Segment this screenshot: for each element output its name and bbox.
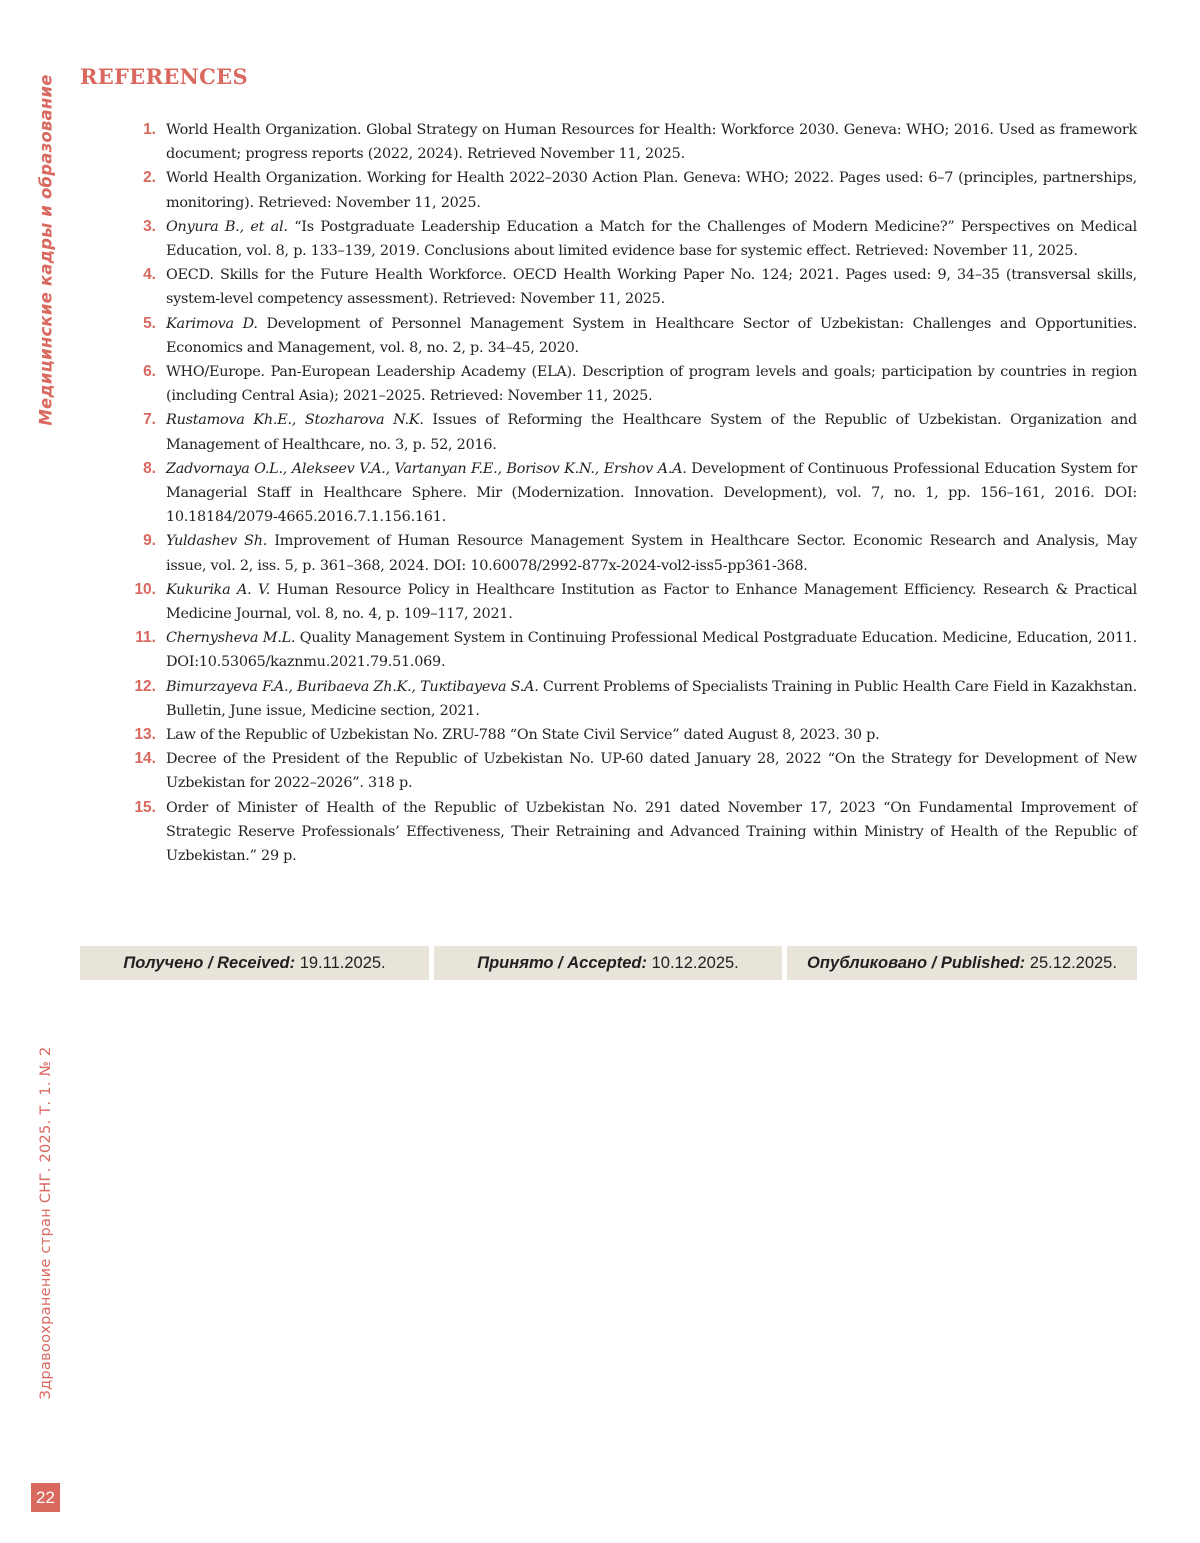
reference-authors: Chernysheva M.L. [166, 630, 296, 647]
reference-number: 13. [134, 726, 156, 744]
reference-item [80, 723, 1137, 747]
reference-item [80, 408, 1137, 456]
reference-text: WHO/Europe. Pan-European Leadership Academy (ELA). Description of program levels and goals; participation by countries in region (including Central Asia); 2021–2025. Retrieved: November 11, 2025. [166, 364, 1137, 405]
references-list [80, 118, 1137, 868]
received-date [80, 946, 429, 980]
reference-item [80, 529, 1137, 577]
reference-number: 10. [134, 580, 156, 598]
publication-dates [80, 946, 1137, 980]
reference-number: 12. [134, 677, 156, 695]
running-section-title: Медицинские кадры и образование [36, 74, 56, 426]
reference-text: Decree of the President of the Republic of Uzbekistan No. UP-60 dated January 28, 2022 “On the Strategy for Development of New Uzbekistan for 2022–2026”. 318 p. [166, 751, 1137, 792]
references-heading: REFERENCES [80, 64, 248, 89]
accepted-date [434, 946, 782, 980]
reference-item [80, 166, 1137, 214]
reference-text: Human Resource Policy in Healthcare Institution as Factor to Enhance Management Efficiency. Research & Practical Medicine Journal, vol. 8, no. 4, p. 109–117, 2021. [166, 581, 1137, 623]
reference-text: Law of the Republic of Uzbekistan No. ZRU-788 “On State Civil Service” dated August 8, 2023. 30 p. [166, 727, 880, 744]
reference-number: 4. [143, 266, 156, 284]
reference-number: 7. [143, 411, 156, 429]
reference-item [80, 578, 1137, 626]
reference-item [80, 215, 1137, 263]
reference-number: 3. [143, 217, 156, 235]
reference-number: 15. [134, 798, 156, 816]
reference-item [80, 626, 1137, 674]
published-date [787, 946, 1137, 980]
reference-text: World Health Organization. Global Strategy on Human Resources for Health: Workforce 2030. Geneva: WHO; 2016. Used as framework document; progress reports (2022, 2024). Retrieved November 11, 2025. [166, 122, 1137, 163]
reference-text: Development of Continuous Professional Education System for Managerial Staff in Healthcare Sphere. Mir (Modernization. Innovation. Development), vol. 7, no. 1, pp. 156–161, 2016. DOI: 10.18184/2079-4665.2016.7.1.156.161. [166, 460, 1137, 526]
reference-authors: Kukurika A. V. [166, 581, 270, 598]
reference-text: Quality Management System in Continuing Professional Medical Postgraduate Education. Medicine, Education, 2011. DOI:10.53065/kaznmu.2021.79.51.069. [166, 630, 1138, 671]
published-label: Опубликовано / Published: [807, 954, 1026, 972]
reference-number: 9. [143, 532, 156, 550]
reference-item [80, 360, 1137, 408]
reference-item [80, 263, 1137, 311]
page-number: 22 [31, 1483, 60, 1512]
reference-text: Current Problems of Specialists Training in Public Health Care Field in Kazakhstan. Bulletin, June issue, Medicine section, 2021. [166, 678, 1137, 719]
reference-text: Issues of Reforming the Healthcare System of the Republic of Uzbekistan. Organization and Management of Healthcare, no. 3, p. 52, 2016. [166, 412, 1137, 453]
accepted-label: Принято / Accepted: [477, 954, 647, 972]
received-label: Получено / Received: [123, 954, 296, 972]
reference-number: 11. [135, 629, 156, 647]
reference-number: 1. [143, 121, 156, 138]
received-value: 19.11.2025. [299, 954, 386, 972]
reference-item [80, 747, 1137, 795]
published-value: 25.12.2025. [1029, 954, 1117, 972]
reference-authors: Karimova D. [166, 315, 258, 332]
reference-number: 8. [143, 459, 156, 477]
reference-text: World Health Organization. Working for Health 2022–2030 Action Plan. Geneva: WHO; 2022. Pages used: 6–7 (principles, partnerships, monitoring). Retrieved: November 11, 2025. [166, 170, 1137, 211]
reference-number: 2. [143, 169, 156, 187]
reference-text: Development of Personnel Management System in Healthcare Sector of Uzbekistan: Challenges and Opportunities. Economics and Management, vol. 8, no. 2, p. 34–45, 2020. [166, 315, 1138, 356]
reference-authors: Yuldashev Sh. [166, 533, 268, 550]
reference-number: 14. [134, 750, 156, 768]
reference-item [80, 312, 1137, 360]
reference-item [80, 457, 1137, 530]
reference-text: Improvement of Human Resource Management System in Healthcare Sector. Economic Research and Analysis, May issue, vol. 2, iss. 5, p. 361–368, 2024. DOI: 10.60078/2992-877x-2024-vol2-iss5-pp361-368. [166, 533, 1137, 574]
reference-number: 5. [143, 314, 156, 332]
accepted-value: 10.12.2025. [651, 954, 739, 972]
reference-authors: Onyura B., et al. [166, 218, 288, 235]
reference-text: “Is Postgraduate Leadership Education a Match for the Challenges of Modern Medicine?” Perspectives on Medical Education, vol. 8, p. 133–139, 2019. Conclusions about limited evidence base for systemic effect. Retrieved: November 11, 2025. [166, 218, 1137, 260]
reference-text: Order of Minister of Health of the Republic of Uzbekistan No. 291 dated November 17, 2023 “On Fundamental Improvement of Strategic Reserve Professionals’ Effectiveness, Their Retraining and Advanced Training within Ministry of Health of the Republic of Uzbekistan.” 29 p. [166, 799, 1137, 865]
reference-authors: Zadvornaya O.L., Alekseev V.A., Vartanyan F.E., Borisov K.N., Ershov A.A. [166, 460, 687, 477]
reference-authors: Rustamova Kh.E., Stozharova N.K. [166, 412, 424, 429]
reference-authors: Bimurzayeva F.A., Buribaeva Zh.K., Тикtibayeva S.A. [166, 678, 539, 695]
reference-item [80, 675, 1137, 723]
running-journal-title: Здравоохранение стран СНГ. 2025. Т. 1. № 2 [38, 1046, 54, 1400]
reference-number: 6. [143, 363, 156, 381]
reference-item [80, 796, 1137, 869]
reference-text: OECD. Skills for the Future Health Workforce. OECD Health Working Paper No. 124; 2021. Pages used: 9, 34–35 (transversal skills, system-level competency assessment). Retrieved: November 11, 2025. [166, 267, 1137, 308]
reference-item [80, 118, 1137, 166]
